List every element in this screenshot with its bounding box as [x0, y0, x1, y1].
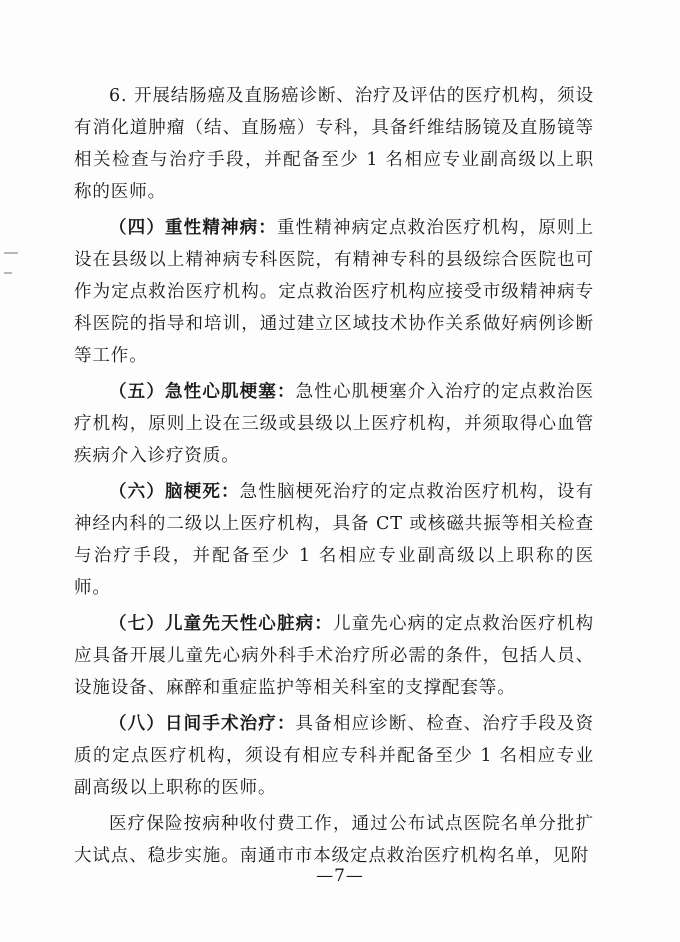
paragraph-text: 6. 开展结肠癌及直肠癌诊断、治疗及评估的医疗机构，须设有消化道肿瘤（结、直肠癌）专科，具备纤维结肠镜及直肠镜等相关检查与治疗手段，并配备至少 1 名相应专业副高级以上职称的医师。	[74, 86, 594, 202]
paragraph-text: 重性精神病定点救治医疗机构，原则上设在县级以上精神病专科医院，有精神专科的县级综合医院也可作为定点救治医疗机构。定点救治医疗机构应接受市级精神病专科医院的指导和培训，通过建立区域技术协作关系做好病例诊断等工作。	[74, 218, 594, 366]
paragraph-text: 具备相应诊断、检查、治疗手段及资质的定点医疗机构，须设有相应专科并配备至少 1 名相应专业副高级以上职称的医师。	[74, 714, 594, 798]
paragraph-payment-by-disease	[74, 808, 594, 872]
paragraph-severe-mental-illness	[74, 212, 594, 372]
paragraph-text: 急性心肌梗塞介入治疗的定点救治医疗机构，原则上设在三级或县级以上医疗机构，并须取得心血管疾病介入诊疗资质。	[74, 382, 594, 466]
paragraph-heading: （四）重性精神病：	[109, 218, 277, 238]
paragraph-acute-myocardial-infarction	[74, 376, 594, 472]
paragraph-item-6	[74, 80, 594, 208]
paragraph-day-surgery	[74, 708, 594, 804]
paragraph-heading: （六）脑梗死：	[109, 482, 240, 502]
document-body	[74, 80, 594, 872]
paragraph-text: 儿童先心病的定点救治医疗机构应具备开展儿童先心病外科手术治疗所必需的条件，包括人员、设施设备、麻醉和重症监护等相关科室的支撑配套等。	[74, 614, 594, 698]
paragraph-heading: （八）日间手术治疗：	[109, 714, 296, 734]
page-number: —7—	[316, 866, 364, 886]
paragraph-heading: （五）急性心肌梗塞：	[109, 382, 296, 402]
paragraph-heading: （七）儿童先天性心脏病：	[109, 614, 333, 634]
paragraph-text: 医疗保险按病种收付费工作，通过公布试点医院名单分批扩大试点、稳步实施。南通市市本级定点救治医疗机构名单，见附	[74, 814, 594, 866]
paragraph-text: 急性脑梗死治疗的定点救治医疗机构，设有神经内科的二级以上医疗机构，具备 CT 或核磁共振等相关检查与治疗手段，并配备至少 1 名相应专业副高级以上职称的医师。	[74, 482, 594, 598]
margin-mark	[4, 272, 12, 274]
paragraph-congenital-heart-disease	[74, 608, 594, 704]
margin-mark	[4, 252, 18, 254]
paragraph-cerebral-infarction	[74, 476, 594, 604]
